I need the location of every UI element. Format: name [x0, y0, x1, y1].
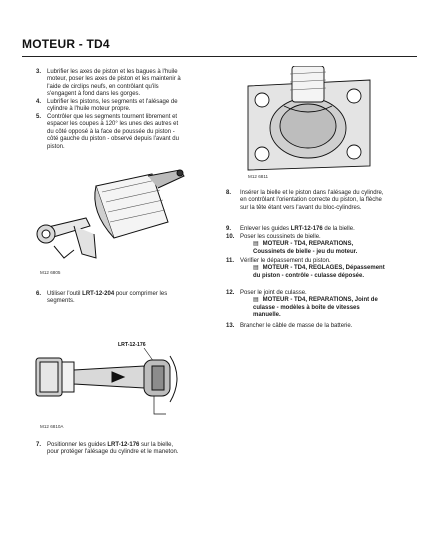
- figure-code: M12 6810A: [40, 424, 64, 429]
- reference-link[interactable]: MOTEUR - TD4, REPARATIONS, Joint de culasse - modèles à boîte de vitesses manuelle.: [253, 297, 378, 319]
- step-12: [226, 290, 386, 320]
- step-number: 8.: [226, 190, 232, 196]
- step-3: [36, 69, 183, 99]
- step-6: [36, 291, 183, 306]
- tool-reference: LRT-12-176: [107, 442, 140, 448]
- step-text-part: de la bielle.: [322, 226, 355, 232]
- book-reference-icon: ▤: [253, 265, 259, 272]
- step-number: 3.: [36, 69, 42, 75]
- step-text: Insérer la bielle et le piston dans l'alésage du cylindre, en contrôlant l'orientation correcte du piston, la flèche sur la tête étant vers l'avant du bloc-cylindres.: [240, 190, 384, 211]
- step-text-part: pour comprimer les segments.: [47, 291, 168, 305]
- step-number: 6.: [36, 291, 42, 297]
- step-number: 5.: [36, 114, 42, 120]
- piston-insertion-block-illustration: [244, 66, 374, 172]
- step-4: [36, 99, 183, 114]
- cross-reference: [240, 297, 386, 319]
- step-text: [47, 291, 183, 306]
- figure-callout: LRT-12-176: [118, 342, 146, 348]
- step-number: 13.: [226, 323, 235, 329]
- step-8: [226, 190, 386, 212]
- step-13: [226, 323, 386, 330]
- step-text: Lubrifier les pistons, les segments et l'alésage de cylindre à l'huile moteur propre.: [47, 99, 178, 113]
- cross-reference: [240, 241, 386, 256]
- step-9: [226, 226, 386, 233]
- step-text: Brancher le câble de masse de la batterie.: [240, 323, 353, 329]
- rod-guide-illustration: [34, 348, 186, 420]
- step-text: Vérifier le dépassement du piston.: [240, 258, 331, 264]
- step-5: [36, 114, 183, 151]
- step-text-part: Utiliser l'outil: [47, 291, 83, 297]
- step-text: Poser le joint de culasse.: [240, 290, 307, 296]
- book-reference-icon: ▤: [253, 241, 259, 248]
- step-text: [47, 442, 183, 457]
- step-number: 4.: [36, 99, 42, 105]
- step-text: Poser les coussinets de bielle.: [240, 234, 321, 240]
- step-number: 12.: [226, 290, 235, 296]
- page-title: MOTEUR - TD4: [22, 37, 110, 51]
- tool-reference: LRT-12-204: [82, 291, 115, 297]
- step-number: 10.: [226, 234, 235, 240]
- piston-ring-compressor-illustration: [34, 166, 189, 266]
- reference-link[interactable]: MOTEUR - TD4, REGLAGES, Dépassement du piston - contrôle - culasse déposée.: [253, 265, 385, 279]
- step-number: 9.: [226, 226, 232, 232]
- step-11: [226, 258, 386, 280]
- step-number: 11.: [226, 258, 235, 264]
- step-number: 7.: [36, 442, 42, 448]
- reference-link[interactable]: MOTEUR - TD4, REPARATIONS, Coussinets de bielle - jeu du moteur.: [253, 241, 358, 255]
- step-10: [226, 234, 386, 256]
- step-text: [240, 226, 386, 233]
- figure-code: M12 6805: [40, 270, 61, 275]
- tool-reference: LRT-12-176: [290, 226, 323, 232]
- book-reference-icon: ▤: [253, 297, 259, 304]
- step-text: Lubrifier les axes de piston et les bagues à l'huile moteur, poser les axes de piston et les maintenir à l'aide de circlips neufs, en contrôlant qu'ils s'engagent à fond dans les gorges.: [47, 69, 181, 98]
- step-text: Contrôler que les segments tournent librement et espacer les coupes à 120° les unes des autres et du côté opposé à la face de poussée du piston - côté gauche du piston - observé depuis l'avant du piston.: [47, 114, 179, 150]
- figure-code: M12 6811: [248, 174, 269, 179]
- step-text-part: Enlever les guides: [240, 226, 291, 232]
- step-7: [36, 442, 183, 457]
- step-text-part: Positionner les guides: [47, 442, 108, 448]
- cross-reference: [240, 265, 386, 280]
- header-divider: [22, 56, 417, 57]
- step-text-part: sur la bielle, pour protéger l'alésage du cylindre et le maneton.: [47, 442, 179, 456]
